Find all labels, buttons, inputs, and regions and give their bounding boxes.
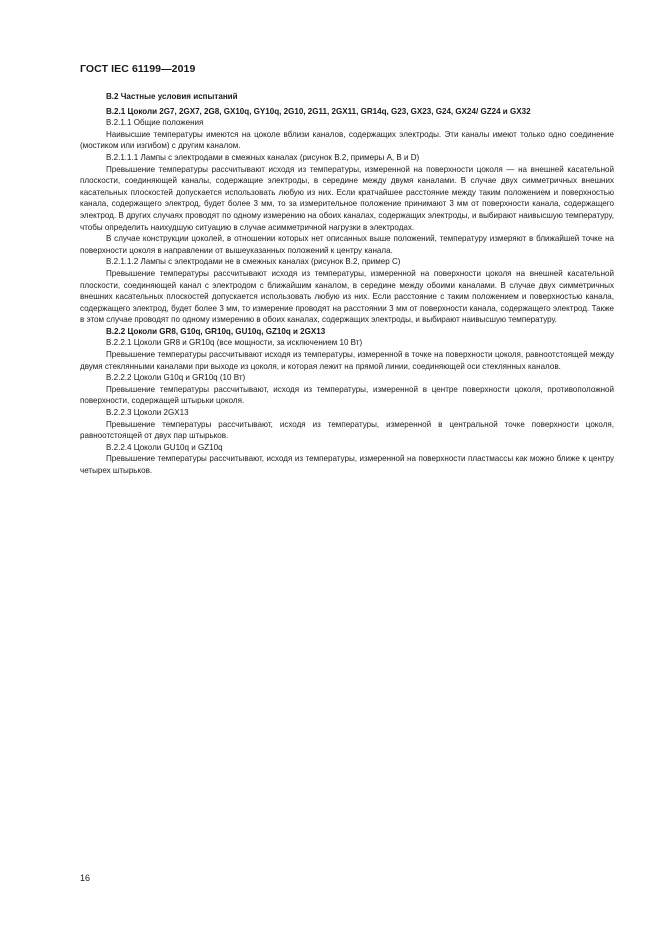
- paragraph: Превышение температуры рассчитывают, исходя из температуры, измеренной в центральной точке поверхности цоколя, равноотстоящей от двух пар штырьков.: [80, 419, 614, 441]
- section-heading-b2: B.2 Частные условия испытаний: [106, 92, 238, 101]
- paragraph: В случае конструкции цоколей, в отношении которых нет описанных выше положений, температуру измеряют в ближайшей точке на поверхности цоколя в направлении от вышеуказанных положений к центру канала.: [80, 234, 614, 255]
- clause-b2111: B.2.1.1.1 Лампы с электродами в смежных каналах (рисунок В.2, примеры А, В и D): [106, 152, 420, 162]
- clause-b222: B.2.2.2 Цоколи G10q и GR10q (10 Вт): [106, 373, 246, 383]
- document-body: [80, 91, 614, 477]
- page-number: 16: [80, 873, 91, 883]
- document-header-title: ГОСТ IEC 61199—2019: [80, 63, 196, 75]
- clause-b221: B.2.2.1 Цоколи GR8 и GR10q (все мощности, за исключением 10 Вт): [106, 338, 363, 348]
- paragraph: Превышение температуры рассчитывают исходя из температуры, измеренной в точке на поверхности цоколя, равноотстоящей между двумя стеклянными каналами при выходе из цоколя, и которая лежит на прямой линии, соединяющей оси стеклянных каналов.: [80, 350, 614, 371]
- subsection-heading-b21: B.2.1 Цоколи 2G7, 2GX7, 2G8, GX10q, GY10q, 2G10, 2G11, 2GX11, GR14q, G23, GX23, G24, GX24/ GZ24 и GX32: [106, 106, 531, 116]
- clause-b223: B.2.2.3 Цоколи 2GX13: [106, 408, 189, 418]
- paragraph: Превышение температуры рассчитывают, исходя из температуры, измеренной на поверхности пластмассы как можно ближе к центру четырех штырьков.: [80, 454, 614, 475]
- paragraph: Превышение температуры рассчитывают исходя из температуры, измеренной на поверхности цоколя — на внешней касательной плоскости, соединяющей каналы, содержащие электроды, в середине между двумя каналами. В случае двух симметричных внешних касательных плоскостей допускается использовать любую из них. Если кратчайшее расстояние между таким положением и поверхностью канала, содержащего электрод, будет более 3 мм, то за измерительное положение принимают 3 мм от поверхности канала, содержащего электрод. В других случаях проводят по одному измерению на обоих каналах, содержащих электроды, и выбирают наивысшую температуру, чтобы определить наихудшую ситуацию в случае асимметричной нагрузки в электродах.: [80, 164, 614, 232]
- clause-b224: B.2.2.4 Цоколи GU10q и GZ10q: [106, 442, 223, 452]
- paragraph: Наивысшие температуры имеются на цоколе вблизи каналов, содержащих электроды. Эти каналы имеют только одно соединение (мостиком или изгибом) с другим каналом.: [80, 129, 614, 151]
- subsection-heading-b22: B.2.2 Цоколи GR8, G10q, GR10q, GU10q, GZ10q и 2GX13: [106, 326, 326, 336]
- clause-b2112: B.2.1.1.2 Лампы с электродами не в смежных каналах (рисунок В.2, пример С): [106, 257, 401, 267]
- paragraph: Превышение температуры рассчитывают, исходя из температуры, измеренной в центре поверхности цоколя, противоположной поверхности, содержащей штырьки цоколя.: [80, 384, 614, 406]
- clause-b211: B.2.1.1 Общие положения: [106, 118, 204, 128]
- paragraph: Превышение температуры рассчитывают исходя из температуры, измеренной на поверхности цоколя на внешней касательной плоскости, соединяющей канал с электродом с ближайшим каналом, в середине между обоими каналами. В случае двух симметричных внешних касательных плоскостей допускается использовать любую из них. Если расстояние с таким положением и поверхностью канала, содержащего электрод, будет более 3 мм, то измерение проводят на расстоянии 3 мм от поверхности канала, содержащего электрод. Также в этом случае проводят по одному измерению в обоих каналах, содержащих электроды, и выбирают наивысшую температуру.: [80, 268, 614, 325]
